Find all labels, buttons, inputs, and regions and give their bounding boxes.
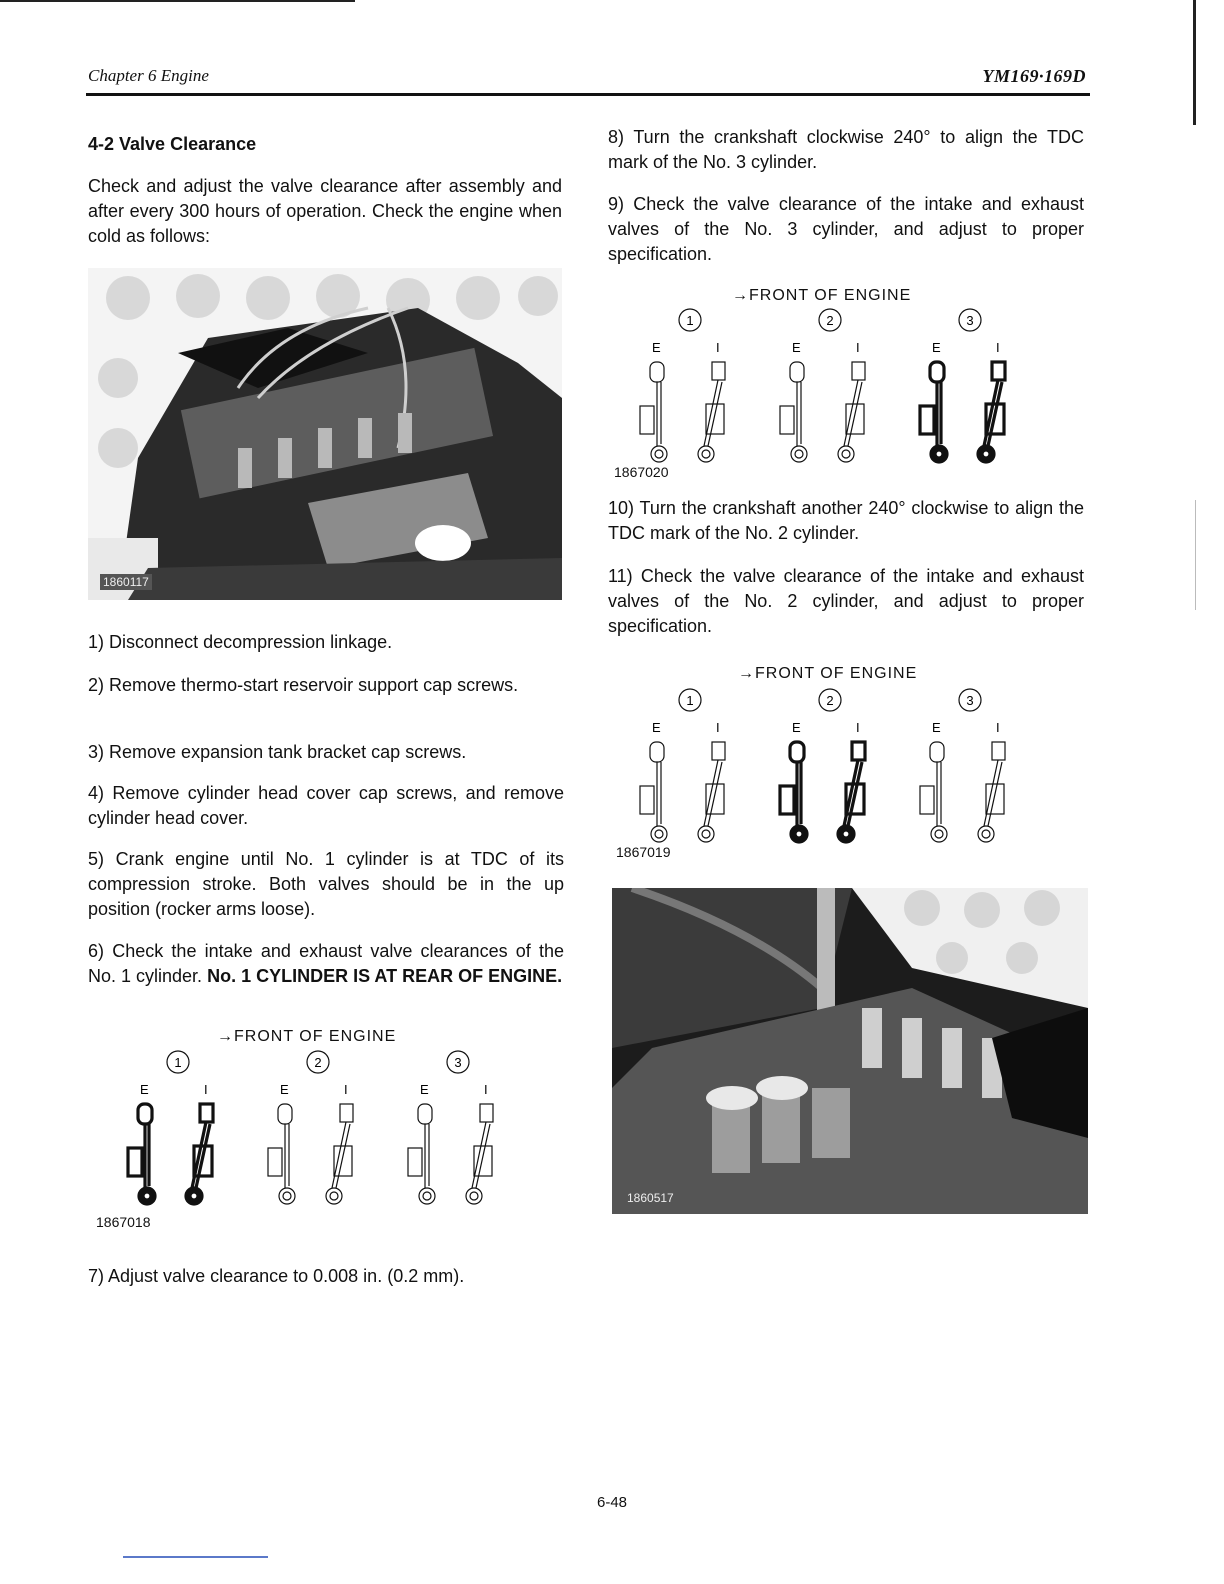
- page-number: 6-48: [596, 1494, 628, 1511]
- engine-photo-1: [88, 268, 562, 600]
- intake-valve-2: [326, 1104, 353, 1204]
- exhaust-label: E: [280, 1082, 289, 1097]
- step-text: Turn the crankshaft another 240° clockwise to align the TDC mark of the No. 2 cylinder.: [608, 498, 1084, 543]
- valve-diagram-2-art: [630, 306, 1030, 466]
- valve-diagram-1-art: [118, 1048, 518, 1213]
- intake-label: I: [856, 720, 860, 735]
- exhaust-label: E: [932, 720, 941, 735]
- step-7: [88, 1264, 578, 1289]
- header-rule: [86, 93, 1090, 96]
- cylinder-number: 1: [686, 693, 694, 708]
- valve-diagram-1: [118, 1048, 518, 1213]
- cylinder-1-marker: [679, 689, 701, 711]
- cylinder-1-marker: [679, 309, 701, 331]
- exhaust-valve-3: [920, 742, 947, 842]
- step-number: 6): [88, 941, 105, 961]
- step-text: Disconnect decompression linkage.: [109, 632, 393, 652]
- top-edge-rule: [0, 0, 355, 2]
- cylinder-2-marker: [819, 689, 841, 711]
- step-number: 11): [608, 566, 633, 586]
- cylinder-3-marker: [959, 309, 981, 331]
- exhaust-label: E: [652, 720, 661, 735]
- step-3: [88, 740, 564, 765]
- step-text: Turn the crankshaft clockwise 240° to align the TDC mark of the No. 3 cylinder.: [608, 127, 1084, 172]
- step-number: 4): [88, 783, 105, 803]
- exhaust-label: E: [420, 1082, 429, 1097]
- engine-photo-2: [612, 888, 1088, 1214]
- chapter-title: Chapter 6 Engine: [88, 66, 209, 85]
- diagram-1-id: 1867018: [96, 1214, 151, 1230]
- intake-label: I: [716, 720, 720, 735]
- cylinder-number: 3: [966, 693, 974, 708]
- step-text: Check the intake and exhaust valve clearances of the No. 1 cylinder.: [88, 941, 564, 986]
- step-number: 1): [88, 632, 105, 652]
- cylinder-2-marker: [819, 309, 841, 331]
- step-4: [88, 781, 564, 831]
- intake-valve-2: [838, 362, 865, 462]
- step-10: [608, 496, 1084, 546]
- exhaust-valve-3: [920, 362, 947, 462]
- cylinder-number: 3: [454, 1055, 462, 1070]
- cylinder-3-marker: [447, 1051, 469, 1073]
- intake-label: I: [716, 340, 720, 355]
- intake-label: I: [856, 340, 860, 355]
- right-edge-bar: [1193, 0, 1196, 125]
- model-title: YM169·169D: [982, 66, 1086, 86]
- cylinder-number: 2: [826, 693, 834, 708]
- step-text: Check the valve clearance of the intake and exhaust valves of the No. 2 cylinder, and adjust to proper specification.: [608, 566, 1084, 636]
- intake-valve-1: [698, 362, 725, 462]
- intake-valve-3: [978, 362, 1005, 462]
- diagram-2-front-label: →FRONT OF ENGINE: [732, 287, 912, 304]
- section-title: 4-2 Valve Clearance: [88, 134, 257, 154]
- right-edge-mark: [1195, 500, 1196, 610]
- exhaust-valve-1: [640, 362, 667, 462]
- photo-2-id: 1860517: [624, 1190, 677, 1206]
- intake-valve-3: [978, 742, 1005, 842]
- valve-diagram-2: [630, 306, 1030, 466]
- valve-diagram-3-art: [630, 686, 1030, 846]
- step-11: [608, 564, 1084, 639]
- step-1: [88, 630, 564, 655]
- cylinder-2-marker: [307, 1051, 329, 1073]
- step-9: [608, 192, 1084, 267]
- intake-label: I: [996, 720, 1000, 735]
- step-2: [88, 673, 564, 698]
- bottom-edge-rule: [123, 1556, 268, 1558]
- exhaust-valve-3: [408, 1104, 435, 1204]
- cylinder-3-marker: [959, 689, 981, 711]
- exhaust-valve-2: [268, 1104, 295, 1204]
- step-number: 10): [608, 498, 635, 518]
- step-6: [88, 939, 564, 989]
- step-7-text: Adjust valve clearance to 0.008 in. (0.2 mm).: [108, 1266, 465, 1286]
- exhaust-label: E: [140, 1082, 149, 1097]
- valve-diagram-3: [630, 686, 1030, 846]
- intake-label: I: [344, 1082, 348, 1097]
- cylinder-number: 2: [826, 313, 834, 328]
- intro-text: Check and adjust the valve clearance after assembly and after every 300 hours of operation. Check the engine when cold as follows:: [88, 176, 562, 246]
- step-text: Remove expansion tank bracket cap screws.: [109, 742, 467, 762]
- step-number: 9): [608, 194, 625, 214]
- cylinder-number: 1: [686, 313, 694, 328]
- exhaust-label: E: [792, 720, 801, 735]
- step-text: Remove thermo-start reservoir support cap screws.: [109, 675, 519, 695]
- diagram-1-front-label: →FRONT OF ENGINE: [217, 1028, 397, 1045]
- cylinder-number: 2: [314, 1055, 322, 1070]
- cylinder-1-marker: [167, 1051, 189, 1073]
- step-5: [88, 847, 564, 922]
- step-number: 5): [88, 849, 105, 869]
- step-8: [608, 125, 1084, 175]
- exhaust-valve-2: [780, 362, 807, 462]
- exhaust-valve-1: [640, 742, 667, 842]
- intake-valve-3: [466, 1104, 493, 1204]
- diagram-2-id: 1867020: [614, 464, 669, 480]
- photo-1-id: 1860117: [100, 574, 152, 590]
- cylinder-number: 3: [966, 313, 974, 328]
- diagram-3-id: 1867019: [616, 844, 671, 860]
- engine-photo-1-art: [88, 268, 562, 600]
- intake-label: I: [996, 340, 1000, 355]
- exhaust-valve-2: [780, 742, 807, 842]
- step-text: Crank engine until No. 1 cylinder is at TDC of its compression stroke. Both valves should be in the up position (rocker arms loose).: [88, 849, 564, 919]
- diagram-3-front-label: →FRONT OF ENGINE: [738, 665, 918, 682]
- intake-valve-2: [838, 742, 865, 842]
- cylinder-number: 1: [174, 1055, 182, 1070]
- intake-label: I: [484, 1082, 488, 1097]
- step-text: Check the valve clearance of the intake and exhaust valves of the No. 3 cylinder, and adjust to proper specification.: [608, 194, 1084, 264]
- step-text: Remove cylinder head cover cap screws, and remove cylinder head cover.: [88, 783, 564, 828]
- step-number: 3): [88, 742, 105, 762]
- exhaust-label: E: [792, 340, 801, 355]
- intake-label: I: [204, 1082, 208, 1097]
- step-number: 2): [88, 675, 105, 695]
- intro-paragraph: [88, 174, 562, 249]
- step-7-num: 7): [88, 1266, 105, 1286]
- exhaust-valve-1: [128, 1104, 155, 1204]
- exhaust-label: E: [652, 340, 661, 355]
- engine-photo-2-art: [612, 888, 1088, 1214]
- step-emphasis: No. 1 CYLINDER IS AT REAR OF ENGINE.: [207, 966, 563, 986]
- intake-valve-1: [698, 742, 725, 842]
- step-number: 8): [608, 127, 625, 147]
- exhaust-label: E: [932, 340, 941, 355]
- intake-valve-1: [186, 1104, 213, 1204]
